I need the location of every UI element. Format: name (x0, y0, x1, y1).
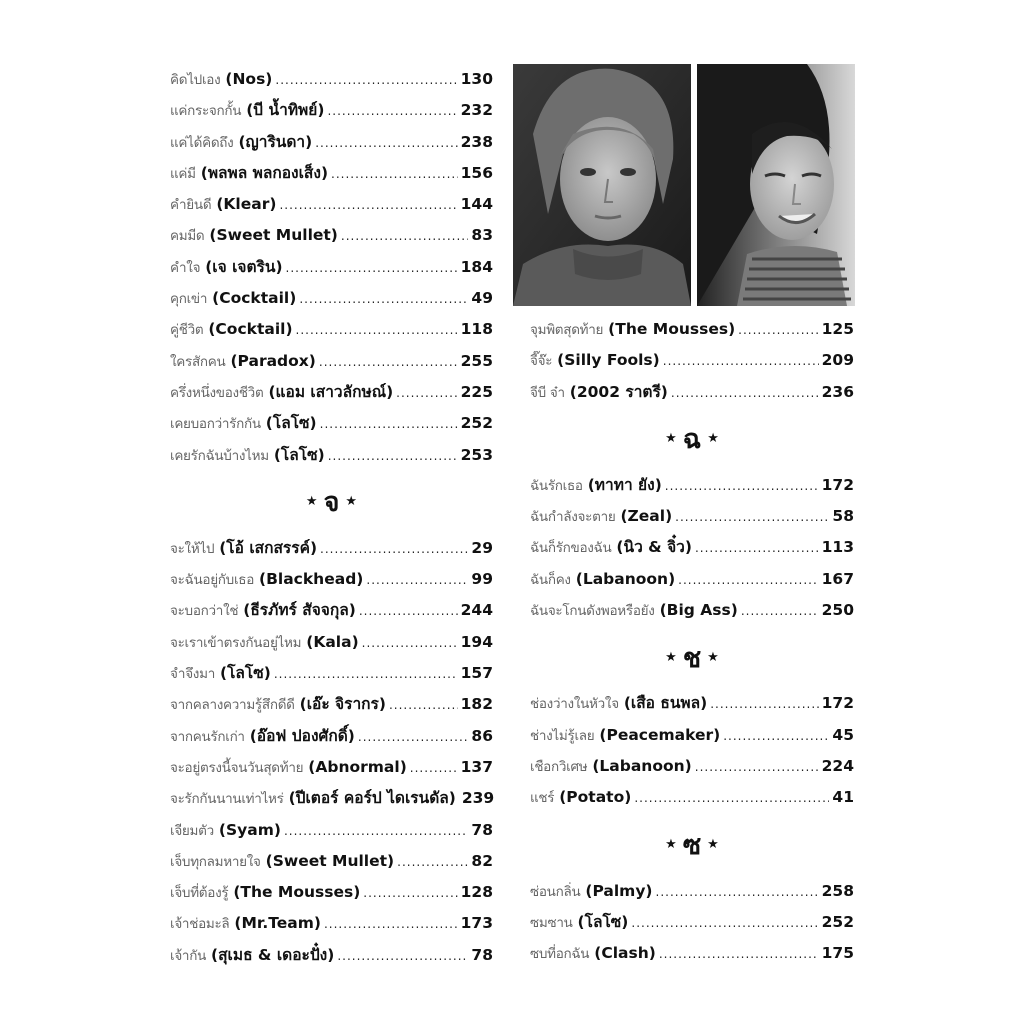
song-title: เจ็บทุกลมหายใจ (170, 853, 261, 870)
page-number: 45 (832, 725, 854, 744)
artist-name: (เอ๊ะ จิรากร) (299, 695, 386, 714)
song-title: คู่ชีวิต (170, 322, 204, 339)
artist-name: (The Mousses) (233, 883, 361, 902)
song-title: ซมซาน (530, 914, 573, 931)
page-number: 29 (471, 538, 493, 557)
page-number: 128 (460, 883, 493, 902)
index-entry (170, 95, 493, 126)
page-number: 83 (471, 226, 493, 245)
artist-name: (ปีเตอร์ คอร์ป ไดเรนดัล) (288, 789, 456, 808)
artist-name: (สุเมธ & เดอะปั๋ง) (211, 945, 335, 964)
page-number: 99 (471, 570, 493, 589)
artist-name: (พลพล พลกองเส็ง) (200, 163, 329, 182)
index-entry (170, 314, 493, 345)
leader-dots (331, 159, 458, 190)
leader-dots (320, 534, 468, 565)
page-number: 157 (460, 664, 493, 683)
song-title: คำใจ (170, 259, 201, 276)
star-icon: ★ (707, 431, 719, 447)
index-entry (170, 408, 493, 439)
star-icon: ★ (345, 494, 358, 510)
index-entry (170, 595, 493, 626)
index-entry (530, 782, 854, 813)
song-title: ช่างไม่รู้เลย (530, 727, 595, 744)
index-group (530, 876, 854, 970)
artist-name: (โลโซ) (219, 664, 271, 683)
index-entry (530, 595, 854, 626)
section-heading (170, 471, 493, 533)
page-number: 49 (471, 289, 493, 308)
artist-name: (2002 ราตรี) (569, 382, 668, 401)
song-title: ช่องว่างในหัวใจ (530, 696, 619, 713)
page-number: 78 (471, 945, 493, 964)
index-entry (530, 470, 854, 501)
song-title: คมมีด (170, 228, 205, 245)
leader-dots (723, 721, 829, 752)
artist-name: (Labanoon) (575, 569, 676, 588)
artist-name: (Sweet Mullet) (209, 226, 338, 245)
page-number: 82 (471, 851, 493, 870)
index-entry (530, 720, 854, 751)
artist-name: (Palmy) (585, 881, 653, 900)
artist-name: (Peacemaker) (599, 725, 721, 744)
index-entry (530, 751, 854, 782)
page-number: 239 (461, 789, 495, 808)
song-title: เคยรักฉันบ้างไหม (170, 447, 269, 464)
index-entry (530, 377, 854, 408)
leader-dots (363, 878, 457, 909)
leader-dots (296, 315, 458, 346)
page-number: 113 (821, 538, 854, 557)
song-title: ใครสักคน (170, 353, 226, 370)
artist-name: (Potato) (559, 788, 632, 807)
page-number: 175 (821, 944, 854, 963)
page-number: 41 (832, 788, 854, 807)
star-icon: ★ (665, 431, 677, 447)
artist-name: (โลโซ) (273, 445, 325, 464)
star-icon: ★ (665, 837, 677, 853)
page-number: 125 (821, 320, 854, 338)
artist-name: (Cocktail) (208, 320, 293, 339)
leader-dots (659, 939, 819, 970)
index-entry (170, 658, 493, 689)
leader-dots (695, 752, 819, 783)
leader-dots (315, 128, 457, 159)
leader-dots (341, 221, 469, 252)
index-group (530, 470, 854, 626)
song-title: เจ้าช่อมะลิ (170, 916, 230, 933)
index-column-left (170, 64, 493, 971)
leader-dots (337, 941, 468, 972)
page-number: 209 (821, 351, 854, 370)
index-entry (170, 783, 493, 814)
index-group (170, 64, 493, 471)
index-entry (170, 908, 493, 939)
song-title: จะฉันอยู่กับเธอ (170, 572, 255, 589)
song-title: คุกเข่า (170, 291, 208, 308)
page-number: 238 (460, 132, 493, 151)
song-title: ฉันจะโกนดังพอหรือยัง (530, 603, 655, 620)
section-letter: ซ (682, 830, 702, 862)
song-title: เจ้ากัน (170, 947, 207, 964)
page-number: 58 (832, 507, 854, 526)
leader-dots (663, 346, 819, 377)
song-title: แค่กระจกกั้น (170, 103, 242, 120)
page-number: 225 (460, 382, 493, 401)
index-entry (170, 189, 493, 220)
song-title: ฉันกำลังจะตาย (530, 509, 616, 526)
index-entry (170, 752, 493, 783)
index-entry (170, 533, 493, 564)
song-title: จะให้ไป (170, 540, 215, 557)
index-entry (530, 501, 854, 532)
leader-dots (299, 284, 468, 315)
index-group (170, 533, 493, 971)
index-entry (170, 220, 493, 251)
index-entry (170, 127, 493, 158)
leader-dots (678, 565, 818, 596)
song-title: เคยบอกว่ารักกัน (170, 416, 261, 433)
index-entry (170, 346, 493, 377)
index-column-right (530, 314, 854, 969)
leader-dots (324, 909, 458, 940)
song-title: เชือกวิเศษ (530, 758, 588, 775)
index-entry (170, 564, 493, 595)
leader-dots (695, 533, 819, 564)
song-title: จำจึงมา (170, 666, 215, 683)
page-number: 184 (460, 257, 493, 276)
song-title: ครึ่งหนึ่งของชีวิต (170, 384, 264, 401)
artist-name: (Kala) (306, 632, 359, 651)
section-letter: ช (682, 642, 702, 674)
page-number: 236 (821, 382, 854, 401)
leader-dots (279, 190, 457, 221)
artist-name: (ทาทา ยัง) (587, 475, 662, 494)
section-heading (530, 814, 854, 876)
leader-dots (359, 596, 458, 627)
section-heading (530, 626, 854, 688)
page-number: 182 (460, 695, 493, 714)
artist-name: (บี น้ำทิพย์) (246, 101, 325, 120)
page-number: 137 (460, 757, 493, 776)
star-icon: ★ (707, 837, 719, 853)
artist-name: (Labanoon) (592, 756, 692, 775)
page-number: 130 (460, 70, 493, 88)
leader-dots (397, 847, 468, 878)
artist-name: (ธีรภัทร์ สัจจกุล) (243, 601, 356, 620)
leader-dots (319, 347, 458, 378)
index-entry (530, 876, 854, 907)
song-title: ซ่อนกลิ่น (530, 883, 581, 900)
section-letter: จ (323, 487, 340, 519)
index-entry (170, 252, 493, 283)
song-title: จากคนรักเก่า (170, 728, 245, 745)
leader-dots (665, 471, 819, 502)
leader-dots (358, 722, 469, 753)
page-number: 156 (460, 163, 493, 182)
index-entry (530, 938, 854, 969)
song-title: แค่มี (170, 165, 196, 182)
artist-name: (Nos) (225, 70, 273, 88)
leader-dots (366, 565, 468, 596)
artist-name: (Abnormal) (308, 757, 407, 776)
leader-dots (389, 690, 458, 721)
artist-name: (Clash) (594, 944, 656, 963)
index-entry (530, 345, 854, 376)
leader-dots (634, 783, 829, 814)
index-group (530, 314, 854, 408)
leader-dots (710, 689, 818, 720)
star-icon: ★ (665, 649, 677, 665)
artist-name: (Blackhead) (259, 570, 364, 589)
song-title: จะรักกันนานเท่าไหร่ (170, 791, 284, 808)
song-title: คำยินดี (170, 197, 212, 214)
page-number: 255 (460, 351, 493, 370)
artist-name: (เสือ ธนพล) (623, 694, 708, 713)
leader-dots (286, 253, 458, 284)
page-number: 232 (460, 101, 493, 120)
page-number: 173 (460, 914, 493, 933)
page-number: 252 (460, 414, 493, 433)
artist-name: (เจ เจตริน) (205, 257, 283, 276)
page-number: 250 (821, 601, 854, 620)
leader-dots (738, 315, 818, 346)
artist-name: (Zeal) (620, 507, 673, 526)
portrait-photo-long-hair (697, 64, 855, 306)
leader-dots (320, 409, 458, 440)
index-entry (170, 283, 493, 314)
song-title: เจียมตัว (170, 822, 214, 839)
star-icon: ★ (305, 494, 318, 510)
page-number: 224 (821, 756, 854, 775)
leader-dots (671, 378, 819, 409)
leader-dots (327, 96, 457, 127)
song-title: ฉันก็รักของฉัน (530, 540, 612, 557)
artist-name: (แอม เสาวลักษณ์) (268, 382, 394, 401)
index-entry (530, 532, 854, 563)
song-title: จี๊จ๊ะ (530, 353, 553, 370)
artist-name: (Sweet Mullet) (265, 851, 395, 870)
page-number: 144 (460, 195, 493, 214)
page-number: 253 (460, 445, 493, 464)
artist-name: (โอ้ เสกสรรค์) (219, 538, 318, 557)
leader-dots (656, 877, 819, 908)
index-entry (170, 689, 493, 720)
artist-name: (อ๊อฟ ปองศักดิ์) (249, 726, 355, 745)
page-number: 172 (821, 475, 854, 494)
artist-name: (Klear) (216, 195, 277, 214)
index-entry (170, 877, 493, 908)
song-title: เจ็บที่ต้องรู้ (170, 885, 229, 902)
index-entry (170, 846, 493, 877)
song-title: ฉันก็คง (530, 571, 571, 588)
portrait-photo-short-hair (513, 64, 691, 306)
page-number: 86 (471, 726, 493, 745)
leader-dots (328, 441, 458, 472)
index-group (530, 688, 854, 813)
artist-name: (Mr.Team) (234, 914, 321, 933)
artist-name: (Silly Fools) (557, 351, 660, 370)
index-entry (170, 377, 493, 408)
song-title: จะอยู่ตรงนี้จนวันสุดท้าย (170, 759, 304, 776)
index-entry (170, 440, 493, 471)
leader-dots (362, 628, 458, 659)
index-entry (530, 564, 854, 595)
index-entry (170, 721, 493, 752)
page-number: 172 (821, 694, 854, 713)
page-number: 118 (460, 320, 493, 339)
index-entry (530, 907, 854, 938)
index-entry (170, 815, 493, 846)
song-title: คิดไปเอง (170, 72, 221, 88)
page-number: 258 (821, 881, 854, 900)
index-entry (170, 158, 493, 189)
leader-dots (284, 816, 468, 847)
section-letter: ฉ (682, 424, 702, 456)
page-number: 194 (460, 632, 493, 651)
song-title: จุมพิตสุดท้าย (530, 322, 604, 338)
section-heading (530, 408, 854, 470)
song-title: จีบี จ๋า (530, 384, 565, 401)
index-entry (530, 314, 854, 345)
page-number: 167 (821, 569, 854, 588)
leader-dots (410, 753, 458, 784)
index-entry (170, 64, 493, 95)
artist-name: (โลโซ) (265, 414, 317, 433)
leader-dots (396, 378, 457, 409)
artist-name: (นิว & จิ๋ว) (616, 538, 692, 557)
index-entry (530, 688, 854, 719)
song-title: จะเราเข้าตรงกันอยู่ไหม (170, 634, 302, 651)
song-title: จากคลางความรู้สึกดีดี (170, 697, 295, 714)
song-title: ซบที่อกฉัน (530, 946, 590, 963)
song-title: ฉันรักเธอ (530, 477, 583, 494)
star-icon: ★ (707, 649, 719, 665)
page-number: 252 (821, 912, 854, 931)
artist-name: (Syam) (218, 820, 281, 839)
page-number: 78 (471, 820, 493, 839)
leader-dots (741, 596, 819, 627)
leader-dots (274, 659, 458, 690)
leader-dots (675, 502, 829, 533)
song-title: แชร์ (530, 790, 555, 807)
leader-dots (631, 908, 818, 939)
leader-dots (275, 65, 457, 96)
index-entry (170, 627, 493, 658)
index-entry (170, 940, 493, 971)
artist-name: (ญารินดา) (238, 132, 313, 151)
artist-name: (Big Ass) (659, 601, 738, 620)
artist-name: (Cocktail) (212, 289, 297, 308)
artist-name: (The Mousses) (608, 320, 736, 338)
page-number: 244 (460, 601, 493, 620)
song-title: จะบอกว่าใช่ (170, 603, 239, 620)
artist-name: (Paradox) (230, 351, 316, 370)
artist-name: (โลโซ) (577, 912, 629, 931)
song-title: แค่ได้คิดถึง (170, 134, 234, 151)
